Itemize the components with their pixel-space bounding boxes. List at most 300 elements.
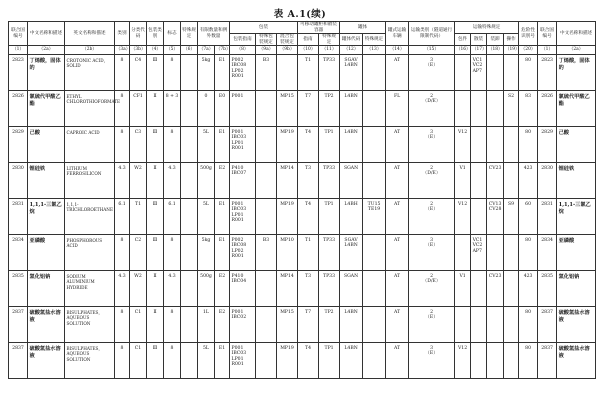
dangerous-goods-table: [8, 21, 596, 379]
col-index: （12）: [340, 46, 363, 55]
cell-hazard-id: 80: [519, 235, 538, 271]
cell-tank-code: L4BN: [340, 343, 363, 379]
cell-tank-special-2: [363, 91, 386, 127]
col-index: （17）: [471, 46, 487, 55]
cell-un-number-right: 2831: [538, 199, 557, 235]
cell-bulk: [471, 343, 487, 379]
cell-loading: [487, 307, 504, 343]
cell-chinese-name: 锂硅铁: [28, 163, 65, 199]
cell-english-name: ETHYL CHLOROTHIOFORMATE: [65, 91, 115, 127]
cell-labels: 8: [164, 307, 181, 343]
table-row: [9, 235, 596, 271]
cell-tank-vehicle: AT: [386, 307, 409, 343]
cell-class: 4.3: [115, 163, 130, 199]
cell-packing-group: Ⅱ: [147, 91, 164, 127]
cell-tank-instructions: T3: [298, 163, 319, 199]
cell-special-packing: [256, 199, 277, 235]
cell-mixed-packing: MP10: [277, 235, 298, 271]
cell-limited-quantity: 5L: [198, 127, 215, 163]
cell-loading: [487, 55, 504, 91]
header-packing-group: 包装类别: [147, 22, 164, 46]
cell-chinese-name-right: 氢化铝钠: [557, 271, 596, 307]
cell-english-name: BISULPHATES，AQUEOUS SOLUTION: [65, 343, 115, 379]
cell-bulk: [471, 307, 487, 343]
cell-limited-quantity: 500g: [198, 271, 215, 307]
cell-tank-special-2: [363, 55, 386, 91]
cell-tank-instructions: T3: [298, 271, 319, 307]
cell-un-number-right: 2830: [538, 163, 557, 199]
cell-special-packing: B3: [256, 55, 277, 91]
cell-mixed-packing: MP19: [277, 199, 298, 235]
cell-excepted-quantity: E1: [215, 127, 230, 163]
cell-operation: S9: [504, 199, 519, 235]
cell-tank-vehicle: FL: [386, 91, 409, 127]
cell-tank-special: TP1: [319, 343, 340, 379]
cell-transport-category: 3 （E）: [409, 235, 455, 271]
cell-operation: [504, 307, 519, 343]
cell-mixed-packing: [277, 55, 298, 91]
cell-class: 8: [115, 235, 130, 271]
cell-un-number-right: 2835: [538, 271, 557, 307]
table-row: [9, 55, 596, 91]
cell-bulk: VC1 VC2 AP7: [471, 235, 487, 271]
cell-special-provisions: [181, 91, 198, 127]
cell-excepted-quantity: E2: [215, 307, 230, 343]
cell-labels: 8: [164, 127, 181, 163]
cell-chinese-name-right: 丁烯酸，固体的: [557, 55, 596, 91]
cell-special-packing: [256, 307, 277, 343]
table-row: [9, 307, 596, 343]
cell-tank-instructions: T4: [298, 127, 319, 163]
cell-chinese-name-right: 硫酸氢盐水溶液: [557, 307, 596, 343]
cell-operation: [504, 163, 519, 199]
col-index: （16）: [455, 46, 471, 55]
cell-mixed-packing: MP19: [277, 343, 298, 379]
header-mixed-packing: 混合包装规定: [277, 34, 298, 46]
header-chinese-name-right: 中文名称和描述: [557, 22, 596, 46]
cell-tank-vehicle: AT: [386, 55, 409, 91]
cell-loading: [487, 127, 504, 163]
table-row: [9, 163, 596, 199]
cell-mixed-packing: MP15: [277, 307, 298, 343]
cell-packing-group: Ⅱ: [147, 163, 164, 199]
cell-tank-special: TP1: [319, 199, 340, 235]
header-packing-instructions: 包装指南: [230, 34, 256, 46]
col-index: （8）: [230, 46, 256, 55]
cell-tank-special: TP2: [319, 307, 340, 343]
cell-excepted-quantity: E1: [215, 199, 230, 235]
cell-tank-vehicle: AT: [386, 271, 409, 307]
header-tank-code: 罐体代码: [340, 34, 363, 46]
cell-un-number-right: 2826: [538, 91, 557, 127]
cell-operation: [504, 343, 519, 379]
cell-chinese-name: 氢化铝钠: [28, 271, 65, 307]
cell-mixed-packing: MP14: [277, 271, 298, 307]
cell-tank-special-2: [363, 127, 386, 163]
cell-tank-vehicle: AT: [386, 235, 409, 271]
col-index: （11）: [319, 46, 340, 55]
col-index: （7a）: [198, 46, 215, 55]
cell-classification-code: C3: [130, 127, 147, 163]
col-index: （2b）: [65, 46, 115, 55]
cell-hazard-id: 80: [519, 307, 538, 343]
cell-hazard-id: 80: [519, 127, 538, 163]
table-row: [9, 199, 596, 235]
table-title: 表 A.1(续): [273, 9, 327, 20]
cell-tank-vehicle: AT: [386, 199, 409, 235]
cell-chinese-name-right: 己酸: [557, 127, 596, 163]
cell-tank-code: L4BN: [340, 127, 363, 163]
cell-labels: 8 + 3: [164, 91, 181, 127]
cell-special-provisions: [181, 343, 198, 379]
cell-tank-special-2: [363, 307, 386, 343]
cell-tank-instructions: T7: [298, 307, 319, 343]
cell-english-name: PHOSPHOROUS ACID: [65, 235, 115, 271]
cell-packing-instructions: P001: [230, 91, 256, 127]
cell-special-provisions: [181, 163, 198, 199]
cell-tank-code: SGAV L4BN: [340, 235, 363, 271]
cell-mixed-packing: MP15: [277, 91, 298, 127]
header-hazard-id-number: 危险性识别号: [519, 22, 538, 46]
cell-packing-group: Ⅲ: [147, 127, 164, 163]
cell-tank-code: L4BH: [340, 199, 363, 235]
cell-packages: [455, 235, 471, 271]
cell-tank-code: SGAN: [340, 271, 363, 307]
cell-un-number: 2835: [9, 271, 28, 307]
cell-packing-instructions: P001 IBC03 LP01 R001: [230, 199, 256, 235]
cell-tank-special-2: [363, 271, 386, 307]
cell-packing-group: Ⅱ: [147, 307, 164, 343]
cell-operation: S2: [504, 91, 519, 127]
cell-limited-quantity: 1L: [198, 307, 215, 343]
cell-bulk: [471, 127, 487, 163]
cell-tank-special-2: [363, 163, 386, 199]
cell-transport-category: 3 （E）: [409, 343, 455, 379]
header-group-tanks: 罐体: [340, 22, 386, 34]
cell-tank-instructions: T1: [298, 235, 319, 271]
cell-chinese-name-right: 1,1,1-三氯乙烷: [557, 199, 596, 235]
cell-packing-group: Ⅲ: [147, 343, 164, 379]
header-group-portable-tanks: 可移动罐柜和散装容器: [298, 22, 340, 34]
cell-un-number-right: 2829: [538, 127, 557, 163]
header-classification-code: 分类代码: [130, 22, 147, 46]
cell-classification-code: C1: [130, 343, 147, 379]
cell-chinese-name: 己酸: [28, 127, 65, 163]
col-index: （4）: [147, 46, 164, 55]
cell-excepted-quantity: E2: [215, 271, 230, 307]
cell-bulk: [471, 91, 487, 127]
cell-packing-instructions: P001 IBC03 LP01 R001: [230, 127, 256, 163]
cell-tank-code: L4BN: [340, 307, 363, 343]
cell-un-number-right: 2837: [538, 343, 557, 379]
header-group-packaging: 包装: [230, 22, 298, 34]
table-row: [9, 91, 596, 127]
cell-tank-vehicle: AT: [386, 343, 409, 379]
header-chinese-name: 中文名称和描述: [28, 22, 65, 46]
cell-operation: [504, 127, 519, 163]
cell-chinese-name: 硫酸氢盐水溶液: [28, 343, 65, 379]
cell-class: 8: [115, 343, 130, 379]
header-english-name: 英文名称和描述: [65, 22, 115, 46]
cell-loading: CV23: [487, 271, 504, 307]
cell-special-provisions: [181, 55, 198, 91]
cell-transport-category: 2 （D/E）: [409, 91, 455, 127]
cell-tank-code: SGAN: [340, 163, 363, 199]
cell-special-provisions: [181, 235, 198, 271]
header-tank-vehicle: 罐式运输车辆: [386, 22, 409, 46]
cell-excepted-quantity: E2: [215, 163, 230, 199]
cell-english-name: LITHIUM FERROSILICON: [65, 163, 115, 199]
cell-hazard-id: 80: [519, 55, 538, 91]
cell-limited-quantity: 500g: [198, 163, 215, 199]
cell-tank-vehicle: AT: [386, 127, 409, 163]
cell-un-number-right: 2837: [538, 307, 557, 343]
cell-special-packing: [256, 91, 277, 127]
cell-packing-group: Ⅲ: [147, 199, 164, 235]
cell-transport-category: 2 （E）: [409, 307, 455, 343]
cell-classification-code: CF1: [130, 91, 147, 127]
cell-labels: 8: [164, 235, 181, 271]
cell-packages: V1: [455, 271, 471, 307]
cell-packing-instructions: P002 IBC08 LP02 R001: [230, 55, 256, 91]
cell-tank-special: TP33: [319, 271, 340, 307]
cell-limited-quantity: 0: [198, 91, 215, 127]
cell-packing-instructions: P002 IBC08 LP02 R001: [230, 235, 256, 271]
cell-special-packing: [256, 127, 277, 163]
cell-hazard-id: 83: [519, 91, 538, 127]
col-index: （9b）: [277, 46, 298, 55]
cell-labels: 8: [164, 55, 181, 91]
cell-packages: V1: [455, 163, 471, 199]
cell-packing-group: Ⅲ: [147, 55, 164, 91]
cell-special-packing: [256, 163, 277, 199]
cell-un-number: 2837: [9, 307, 28, 343]
cell-packages: [455, 307, 471, 343]
cell-tank-special: TP33: [319, 235, 340, 271]
cell-class: 4.3: [115, 271, 130, 307]
cell-tank-special-2: [363, 235, 386, 271]
cell-loading: [487, 91, 504, 127]
cell-chinese-name: 氯硫代甲酸乙酯: [28, 91, 65, 127]
header-loading-unloading: 装卸: [487, 34, 504, 46]
header-un-number-right: 联合国编号: [538, 22, 557, 46]
cell-packages: V12: [455, 343, 471, 379]
cell-hazard-id: 423: [519, 163, 538, 199]
cell-excepted-quantity: E1: [215, 55, 230, 91]
cell-loading: CV23: [487, 163, 504, 199]
header-group-special-transport: 运输特殊规定: [455, 22, 519, 34]
col-index: （2a）: [557, 46, 596, 55]
cell-classification-code: C2: [130, 235, 147, 271]
col-index: （3b）: [130, 46, 147, 55]
cell-labels: 8: [164, 343, 181, 379]
cell-operation: [504, 271, 519, 307]
cell-operation: [504, 235, 519, 271]
cell-chinese-name-right: 锂硅铁: [557, 163, 596, 199]
cell-packages: V12: [455, 127, 471, 163]
col-index: （5）: [164, 46, 181, 55]
cell-chinese-name: 丁烯酸，固体的: [28, 55, 65, 91]
cell-limited-quantity: 5kg: [198, 55, 215, 91]
cell-tank-special-2: [363, 343, 386, 379]
cell-tank-instructions: T7: [298, 91, 319, 127]
cell-tank-code: SGAV L4BN: [340, 55, 363, 91]
cell-un-number-right: 2823: [538, 55, 557, 91]
header-un-number: 联合国编号: [9, 22, 28, 46]
header-operation: 操作: [504, 34, 519, 46]
cell-bulk: [471, 199, 487, 235]
cell-packages: [455, 91, 471, 127]
cell-tank-code: L4BN: [340, 91, 363, 127]
table-row: [9, 127, 596, 163]
cell-tank-special: TP33: [319, 55, 340, 91]
col-index: （20）: [519, 46, 538, 55]
cell-english-name: CROTONIC ACID，SOLID: [65, 55, 115, 91]
cell-excepted-quantity: E1: [215, 343, 230, 379]
cell-packing-instructions: P410 IBC07: [230, 163, 256, 199]
cell-loading: [487, 343, 504, 379]
header-tank-special-provisions-2: 特殊规定: [363, 34, 386, 46]
col-index: （18）: [487, 46, 504, 55]
cell-mixed-packing: MP19: [277, 127, 298, 163]
cell-chinese-name: 硫酸氢盐水溶液: [28, 307, 65, 343]
cell-loading: CV13 CV28: [487, 199, 504, 235]
cell-english-name: BISULPHATES，AQUEOUS SOLUTION: [65, 307, 115, 343]
header-special-packing-provisions: 特殊包装规定: [256, 34, 277, 46]
cell-hazard-id: 80: [519, 343, 538, 379]
col-index: （2a）: [28, 46, 65, 55]
cell-packing-group: Ⅱ: [147, 271, 164, 307]
cell-chinese-name-right: 硫酸氢盐水溶液: [557, 343, 596, 379]
cell-labels: 4.3: [164, 163, 181, 199]
cell-packing-instructions: P001 IBC02: [230, 307, 256, 343]
header-tank-special-provisions: 特殊规定: [319, 34, 340, 46]
cell-bulk: [471, 271, 487, 307]
cell-class: 8: [115, 55, 130, 91]
header-limited-quantities: 有限数量和例外数量: [198, 22, 230, 46]
col-index: （3a）: [115, 46, 130, 55]
cell-operation: [504, 55, 519, 91]
cell-limited-quantity: 5L: [198, 199, 215, 235]
cell-limited-quantity: 5L: [198, 343, 215, 379]
header-labels: 标志: [164, 22, 181, 46]
table-body: [9, 55, 596, 379]
col-index: （1）: [538, 46, 557, 55]
cell-class: 8: [115, 307, 130, 343]
cell-hazard-id: 60: [519, 199, 538, 235]
cell-special-packing: [256, 343, 277, 379]
table-row: [9, 343, 596, 379]
col-index: （9a）: [256, 46, 277, 55]
col-index: （1）: [9, 46, 28, 55]
cell-packing-group: Ⅲ: [147, 235, 164, 271]
cell-tank-special: TP1: [319, 127, 340, 163]
cell-transport-category: 2 （E）: [409, 199, 455, 235]
cell-mixed-packing: MP14: [277, 163, 298, 199]
cell-tank-special: TP2: [319, 91, 340, 127]
cell-un-number: 2826: [9, 91, 28, 127]
col-index: （6）: [181, 46, 198, 55]
cell-packing-instructions: P001 IBC03 LP01 R001: [230, 343, 256, 379]
cell-bulk: VC1 VC2 AP7: [471, 55, 487, 91]
cell-tank-instructions: T1: [298, 55, 319, 91]
cell-un-number: 2834: [9, 235, 28, 271]
header-bulk: 散装: [471, 34, 487, 46]
cell-english-name: CAPROIC ACID: [65, 127, 115, 163]
table-row: [9, 271, 596, 307]
cell-packing-instructions: P410 IBC04: [230, 271, 256, 307]
col-index: （15）: [409, 46, 455, 55]
column-index-row: [9, 46, 596, 55]
header-transport-category: 运输类别（隧道通行限制代码）: [409, 22, 455, 46]
cell-labels: 4.3: [164, 271, 181, 307]
cell-classification-code: W2: [130, 163, 147, 199]
cell-transport-category: 3 （E）: [409, 127, 455, 163]
cell-special-provisions: [181, 307, 198, 343]
cell-tank-instructions: T4: [298, 343, 319, 379]
cell-chinese-name: 1,1,1-三氯乙烷: [28, 199, 65, 235]
table-header: [9, 22, 596, 55]
cell-class: 6.1: [115, 199, 130, 235]
cell-labels: 6.1: [164, 199, 181, 235]
cell-special-packing: B3: [256, 235, 277, 271]
header-packages: 包件: [455, 34, 471, 46]
cell-un-number: 2823: [9, 55, 28, 91]
cell-un-number: 2837: [9, 343, 28, 379]
col-index: （7b）: [215, 46, 230, 55]
cell-tank-special-2: TU15 TE19: [363, 199, 386, 235]
cell-chinese-name: 亚磷酸: [28, 235, 65, 271]
cell-un-number: 2829: [9, 127, 28, 163]
cell-tank-vehicle: AT: [386, 163, 409, 199]
header-class: 类别: [115, 22, 130, 46]
col-index: （14）: [386, 46, 409, 55]
cell-class: 8: [115, 91, 130, 127]
cell-bulk: [471, 163, 487, 199]
cell-classification-code: C4: [130, 55, 147, 91]
cell-classification-code: T1: [130, 199, 147, 235]
col-index: （19）: [504, 46, 519, 55]
cell-chinese-name-right: 氯硫代甲酸乙酯: [557, 91, 596, 127]
cell-transport-category: 2 （D/E）: [409, 271, 455, 307]
header-tank-instructions: 指南: [298, 34, 319, 46]
cell-un-number: 2831: [9, 199, 28, 235]
cell-special-provisions: [181, 199, 198, 235]
cell-packages: [455, 55, 471, 91]
cell-transport-category: 2 （D/E）: [409, 163, 455, 199]
cell-english-name: 1,1,1-TRICHLOROETHANE: [65, 199, 115, 235]
cell-excepted-quantity: E0: [215, 91, 230, 127]
cell-loading: [487, 235, 504, 271]
cell-tank-special: TP33: [319, 163, 340, 199]
cell-un-number-right: 2834: [538, 235, 557, 271]
cell-un-number: 2830: [9, 163, 28, 199]
cell-transport-category: 3 （E）: [409, 55, 455, 91]
col-index: （10）: [298, 46, 319, 55]
cell-chinese-name-right: 亚磷酸: [557, 235, 596, 271]
col-index: （13）: [363, 46, 386, 55]
cell-excepted-quantity: E1: [215, 235, 230, 271]
cell-classification-code: C1: [130, 307, 147, 343]
header-special-provisions: 特殊规定: [181, 22, 198, 46]
cell-hazard-id: 423: [519, 271, 538, 307]
cell-special-packing: [256, 271, 277, 307]
cell-special-provisions: [181, 271, 198, 307]
cell-english-name: SODIUM ALUMINIUM HYDRIDE: [65, 271, 115, 307]
cell-special-provisions: [181, 127, 198, 163]
cell-classification-code: W2: [130, 271, 147, 307]
cell-limited-quantity: 5kg: [198, 235, 215, 271]
